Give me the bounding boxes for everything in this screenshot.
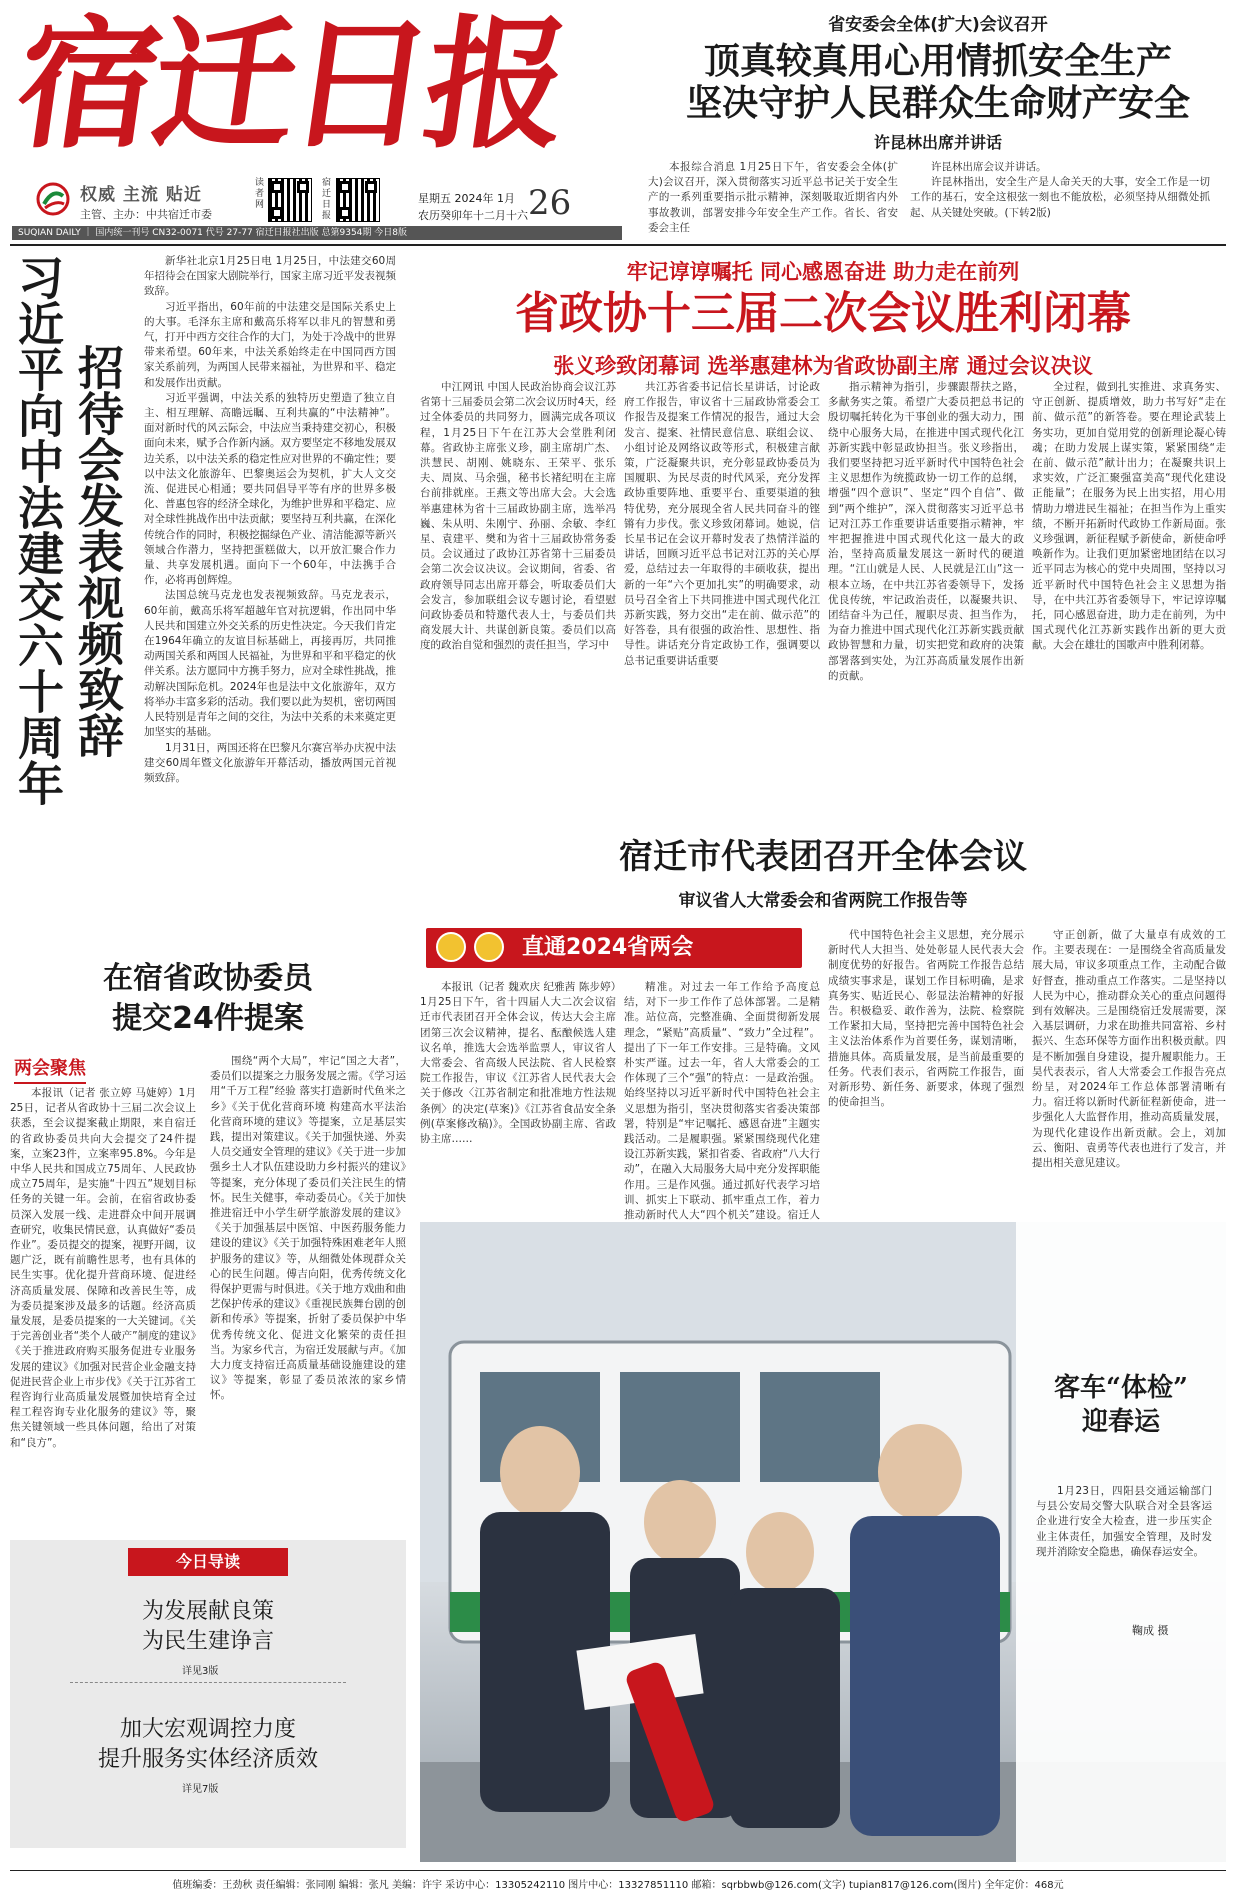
guide-item-2-line-2[interactable]: 提升服务实体经济质效 xyxy=(97,1747,318,1772)
proposals-headline-2: 提交24件提案 xyxy=(112,1001,304,1036)
qr-label-2: 宿迁日报 xyxy=(322,178,332,221)
newspaper-title: 宿迁日报 xyxy=(6,2,574,168)
cppcc-col-3: 指示精神为指引，步骤跟帮扶之路，多献务实之策。希望广大委员把总书记的殷切嘱托转化为干事创业的强大动力，围绕中心服务大局，在推进中国式现代化江苏新实践中彰显政协担当。张义珍指出，我们要坚持把习近平新时代中国特色社会主义思想作为统揽政协一切工作的总纲，增强“四个意识”、坚定“四个自信”、做到“两个维护”，深入贯彻落实习近平总书记对江苏工作重要讲话重要指示精神，牢牢把握推进中国式现代化这一最大的政治，坚持高质量发展这一新时代的硬道理。“江山就是人民、人民就是江山”这一根本立场，在中共江苏省委领导下，发扬优良传统，牢记政治责任，以凝聚共识、团结奋斗为己任，履职尽责、担当作为，为奋力推进中国式现代化江苏新实践贡献政协智慧和力量，切实把党和政府的决策部署落到实处，为江苏高质量发展作出新的贡献。 xyxy=(828,381,1024,682)
proposals-headline-1: 在宿省政协委员 xyxy=(103,961,313,996)
top-story xyxy=(648,10,1228,238)
date-line-1: 星期五 2024年 1月 xyxy=(418,192,515,205)
today-guide xyxy=(10,1540,406,1848)
logo-icon xyxy=(36,182,70,216)
masthead-ribbon: SUQIAN DAILY ｜ 国内统一刊号 CN32-0071 代号 27-77 宿迁日报社出版 总第9354期 今日8版 xyxy=(12,226,622,240)
delegation-col-4: 守正创新，做了大量卓有成效的工作。主要表现在：一是围绕全省高质量发展大局，审议多项重点工作，主动配合做好督查，推动重点工作落实。二是坚持以人民为中心，推动群众关心的重点问题得到有效解决。三是围绕宿迁发展需要，深入基层调研，力求在助推共同富裕、乡村振兴、生态环保等方面作出积极贡献。四是不断加强自身建设，提升履职能力。王昊代表表示，省人大常委会工作报告亮点纷呈，对2024年工作总体部署清晰有力。宿迁将以新时代新征程新使命，进一步强化人大监督作用，推动高质量发展，为现代化建设作出新贡献。会上，刘加云、衡阳、袁勇等代表也进行了发言，并提出相关意见建议。 xyxy=(1032,929,1226,1170)
footer-rule xyxy=(10,1870,1226,1871)
news-photo xyxy=(420,1222,1226,1862)
delegation-col-3: 代中国特色社会主义思想，充分展示新时代人大担当、处处彰显人民代表大会制度优势的好报告。省两院工作报告总结成绩实事求是，谋划工作目标明确，是求真务实、贴近民心、彰显法治精神的好报告。积极稳妥、敢作善为，法院、检察院工作紧扣大局，坚持把完善中国特色社会主义法治体系作为首要任务，谋划清晰，措施具体。高质量发展，是当前最重要的任务。代表们表示，省两院工作报告，面对新形势、新任务、新要求，体现了强烈的使命担当。 xyxy=(828,929,1024,1109)
xi-story-body: 新华社北京1月25日电 1月25日，中法建交60周年招待会在国家大剧院举行，国家主席习近平发表视频致辞。 习近平指出，60年前的中法建交是国际关系史上的大事。毛泽东主席和戴高乐将军以非凡的智慧和勇气，打开中西方交往合作的大门，为处于冷战中的世界带来希望。60年来，中法关系始终走在中国同西方国家关系前列，为两国人民带来福祉，为世界和平、稳定和发展作出贡献。 习近平强调，中法关系的独特历史塑造了独立自主、相互理解、高瞻远瞩、互利共赢的“中法精神”。面对新时代的风云际会，中法应当秉持建交初心，积极面向未来，赋予合作新内涵。双方要坚定不移地发展双边关系，以中法关系的稳定性应对世界的不确定性；要以中法文化旅游年、巴黎奥运会为契机，扩大人文交流、促进民心相通；要共同倡导平等有序的世界多极化、普惠包容的经济全球化，为维护世界和平稳定、应对全球性挑战作出中法贡献；要坚持互利共赢，在深化传统合作的同时，积极挖掘绿色产业、清洁能源等新兴领域合作潜力，坚持把蛋糕做大，以开放汇聚合作力量、共享发展机遇。面向下一个60年，中法携手合作，必将再创辉煌。 法国总统马克龙也发表视频致辞。马克龙表示，60年前，戴高乐将军超越年官对抗逻辑，作出同中华人民共和国建立外交关系的历史性决定。今天我们肯定在1964年确立的友谊目标基础上，再接再厉，共同推动两国关系和两国人民福祉，为世界和平和平稳定的伙伴关系。法方愿同中方携手努力，应对全球性挑战，推动解决国际危机。2024年也是法中文化旅游年，双方将举办丰富多彩的活动。我们要以此为契机，密切两国人民特别是青年之间的交往，为法中关系的未来奠定更加坚实的基础。 1月31日，两国还将在巴黎凡尔赛宫举办庆祝中法建交60周年暨文化旅游年开幕活动，播放两国元首视频致辞。 xyxy=(144,255,396,784)
guide-item-1-ref[interactable]: 详见3版 xyxy=(182,1666,219,1677)
guide-item-1-line-2[interactable]: 为民生建诤言 xyxy=(141,1629,274,1654)
cppcc-headline: 省政协十三届二次会议胜利闭幕 xyxy=(515,288,1131,339)
delegation-headline: 宿迁市代表团召开全体会议 xyxy=(619,837,1027,877)
guide-item-1-line-1[interactable]: 为发展献良策 xyxy=(141,1599,274,1624)
sponsor: 主管、主办：中共宿迁市委 xyxy=(80,208,212,221)
top-story-headline-2: 坚决守护人民群众生命财产安全 xyxy=(685,83,1190,124)
top-story-subhead: 许昆林出席并讲话 xyxy=(873,133,1002,152)
xi-story xyxy=(10,254,406,944)
cppcc-col-1: 中江网讯 中国人民政治协商会议江苏省第十三届委员会第二次会议历时4天，经过全体委员的共同努力，圆满完成各项议程，1月25日下午在江苏大会堂胜利闭幕。省政协主席张义珍，副主席胡广杰、洪慧民、胡刚、姚晓东、王荣平、张乐夫、周岚、马余强，秘书长褚纪明在主席台前排就座。王燕文等出席大会。大会选举惠建林为省十三届政协副主席，选举冯巍、朱从明、朱刚宁、孙丽、余敏、李红星、袁建平、樊和为省十三届政协常务委员。会议通过了政协江苏省第十三届委员会第二次会议决议。会议期间，省委、省政府领导同志出席开幕会，听取委员们大会发言，参加联组会议专题讨论，看望慰问政协委员和特邀代表人士，与委员们共商发展大计、共谋创新良策。委员们以高度的政治自觉和强烈的责任担当，学习中 xyxy=(420,381,616,652)
guide-divider xyxy=(70,1682,346,1683)
cppcc-story xyxy=(420,256,1226,816)
qr-code-icon[interactable] xyxy=(268,178,312,222)
qr-code-icon[interactable] xyxy=(336,178,380,222)
photo-title-1: 客车“体检” xyxy=(1054,1373,1188,1403)
two-sessions-banner-label: 直通2024省两会 xyxy=(522,935,694,960)
proposals-col-2: 围绕“两个大局”，牢记“国之大者”，委员们以提案之力服务发展之需。《学习运用“千万工程”经验 落实打造新时代鱼米之乡》《关于优化营商环境 构建高水平法治化营商环境的建议》等提案，立足基层实践，提出对策建议。《关于加强快递、外卖人员交通安全管理的建议》《关于进一步加强乡土人才队伍建设助力乡村振兴的建议》等提案，充分体现了委员们关注民生的情怀。民生关健事，牵动委员心。《关于加快推进宿迁中小学生研学旅游发展的建议》《关于加强基层中医馆、中医药服务能力建设的建议》《关于加强特殊困难老年人照护服务的建议》等，从细微处体现群众关心的民生问题。傅吉向阳，优秀传统文化得保护更需与时俱进。《关于地方戏曲和曲艺保护传承的建议》《重视民族舞台剧的创新和传承》等提案，折射了委员保护中华优秀传统文化、促进文化繁荣的责任担当。为家乡代言，为宿迁发展献与声。《加大力度支持宿迁高质量基础设施建设的建议》等提案，彰显了委员浓浓的家乡情怀。 xyxy=(210,1055,406,1402)
cppcc-subhead: 张义珍致闭幕词 选举惠建林为省政协副主席 通过会议决议 xyxy=(553,354,1093,378)
proposals-story xyxy=(10,960,406,1520)
two-sessions-banner xyxy=(426,928,802,968)
masthead-rule xyxy=(10,244,1226,246)
photo-caption: 1月23日，四阳县交通运输部门与县公安局交警大队联合对全县客运企业进行安全大检查，进一步压实企业主体责任，加强安全管理，及时发现并消除安全隐患，确保春运安全。 xyxy=(1036,1485,1212,1558)
photo-credit: 鞠成 摄 xyxy=(1132,1624,1169,1637)
delegation-col-1: 本报讯（记者 魏欢庆 纪雅茜 陈步婷）1月25日下午，省十四届人大二次会议宿迁市代表团召开全体会议，传达大会主席团第三次会议精神，提名、酝酿候选人建议名单，推选大会选举监票人，审议省人大常委会、省高级人民法院、省人民检察院工作报告，审议《江苏省人民代表大会关于修改〈江苏省制定和批准地方性法规条例〉的决定(草案)》《江苏省食品安全条例(草案修改稿)》。全国政协副主席、省政协主席…… xyxy=(420,981,616,1146)
footer-credits: 值班编委：王劲秋 责任编辑：张同刚 编辑：张凡 美编：许宇 采访中心：13305242110 图片中心：13327851110 邮箱：sqrbbwb@126.com(文字) tupian817@126.com(图片) 全年定价：468元 xyxy=(172,1880,1064,1891)
day-number: 26 xyxy=(528,183,572,223)
cppcc-kicker: 牢记谆谆嘱托 同心感恩奋进 助力走在前列 xyxy=(626,260,1020,284)
guide-title: 今日导读 xyxy=(128,1548,288,1576)
xi-headline-b: 招待会发表视频致辞 xyxy=(71,344,125,758)
emblem-icon xyxy=(436,932,466,962)
delegation-subhead: 审议省人大常委会和省两院工作报告等 xyxy=(678,891,968,911)
delegation-story xyxy=(420,836,1226,1222)
xi-headline-a: 习近平向中法建交六十周年 xyxy=(11,254,65,806)
proposals-col-1: 本报讯（记者 张立婷 马婕婷）1月25日，记者从省政协十三届二次会议上获悉，至会议提案截止期限，来自宿迁的省政协委员共向大会提交了24件提案，立案23件，立案率95.8%。今年是中华人民共和国成立75周年、人民政协成立75周年，是实施“十四五”规划目标任务的关键一年。会前，在宿省政协委员深入发展一线、走进群众中间开展调查研究，收集民情民意，认真做好“委员作业”。委员提交的提案，视野开阔，议题广泛，既有前瞻性思考，也有具体的民生实事。优化提升营商环境、促进经济高质量发展、保障和改善民生等，成为委员提案涉及最多的话题。经济高质量发展，是委员提案的一大关键词。《关于完善创业者“类个人破产”制度的建议》《关于推进政府购买服务促进专业服务发展的建议》《加强对民营企业金融支持 促进民营企业上市步伐》《关于江苏省工程咨询行业高质量发展暨加快培育全过程工程咨询专业化服务的建议》等，聚焦关键领域一些具体问题，给出了对策和“良方”。 xyxy=(10,1087,196,1449)
top-story-headline-1: 顶真较真用心用情抓安全生产 xyxy=(703,41,1172,82)
top-story-kicker: 省安委会全体(扩大)会议召开 xyxy=(828,15,1048,35)
cppcc-col-4: 全过程，做到扎实推进、求真务实、守正创新、提质增效，助力书写好“走在前、做示范”的新答卷。要在理论武装上务实功，更加自觉用党的创新理论凝心铸魂；在助力发展上谋实策，紧紧围绕“走在前、做示范”献计出力；在凝聚共识上求实效，广泛汇聚强富美高“现代化建设正能量”；在服务为民上出实招，用心用情助力增进民生福祉；在担当作为上重实绩，不断开拓新时代政协工作新局面。张义珍强调，新征程赋予新使命，新使命呼唤新作为。让我们更加紧密地团结在以习近平同志为核心的党中央周围，坚持以习近平新时代中国特色社会主义思想为指导，在中共江苏省委领导下，牢记谆谆嘱托，同心感恩奋进，助力走在前列，为中国式现代化江苏新实践作出新的更大贡献。大会在雄壮的国歌声中胜利闭幕。 xyxy=(1032,381,1226,652)
top-story-col-1: 本报综合消息 1月25日下午，省安委会全体(扩大)会议召开，深入贯彻落实习近平总书记关于安全生产的一系列重要指示批示精神，深刻吸取近期省内外事故教训，部署安排今年安全生产工作。省长、省安委会主任 xyxy=(648,161,898,234)
guide-item-2-ref[interactable]: 详见7版 xyxy=(182,1784,219,1795)
proposals-tag: 两会聚焦 xyxy=(14,1054,86,1084)
date-line-2: 农历癸卯年十二月十六 xyxy=(418,209,528,222)
photo-title-2: 迎春运 xyxy=(1081,1407,1160,1437)
qr-label-1: 读者网 xyxy=(255,178,265,210)
slogan: 权威 主流 贴近 xyxy=(80,185,202,205)
cppcc-col-2: 共江苏省委书记信长星讲话，讨论政府工作报告，审议省十三届政协常委会工作报告及提案工作情况的报告，通过大会发言、提案、社情民意信息、联组会议、小组讨论及网络议政等形式，积极建言献策，广泛凝聚共识，充分彰显政协委员为国履职、为民尽责的时代风采，充分发挥政协重要阵地、重要平台、重要渠道的独特优势，充分展现全省人民共同奋斗的铿锵有力步伐。张义珍致闭幕词。她说，信长星书记在会议开幕时发表了热情洋溢的讲话，回顾习近平总书记对江苏的关心厚爱，总结过去一年取得的丰硕收获，提出新的一年“六个更加扎实”的明确要求，动员号召全省上下共同推进中国式现代化江苏新实践，努力交出“走在前、做示范”的好答卷，具有很强的政治性、思想性、指导性。讲话充分肯定政协工作，强调要以总书记重要讲话重要 xyxy=(624,381,820,667)
guide-item-2-line-1[interactable]: 加大宏观调控力度 xyxy=(119,1717,296,1742)
top-story-col-2: 许昆林出席会议并讲话。 许昆林指出，安全生产是人命关天的大事，安全工作是一切工作的基石，安全这根弦一刻也不能放松，必须坚持从细微处抓起、从关键处突破。(下转2版) xyxy=(910,161,1210,219)
delegation-col-2: 精准。对过去一年工作给予高度总结，对下一步工作作了总体部署。二是精准。站位高，完整准确、全面贯彻新发展理念，“紧贴”高质量“、“致力”全过程”。提出了下一年工作安排。三是特确。文风朴实严谨。过去一年，省人大常委会的工作体现了三个“强”的特点：一是政治强。始终坚持以习近平新时代中国特色社会主义思想为指引，坚决贯彻落实省委决策部署，特别是“牢记嘱托、感恩奋进”主题实践活动。二是履职强。紧紧围绕现代化建设江苏新实践，紧扣省委、省政府“八大行动”，在融入大局服务大局中充分发挥职能作用。三是作风强。通过抓好代表学习培训、抓实上下联动、抓牢重点工作，着力推动新时代人大“四个机关”建设。宿迁人 xyxy=(624,981,820,1222)
cppcc-emblem-icon xyxy=(474,932,504,962)
